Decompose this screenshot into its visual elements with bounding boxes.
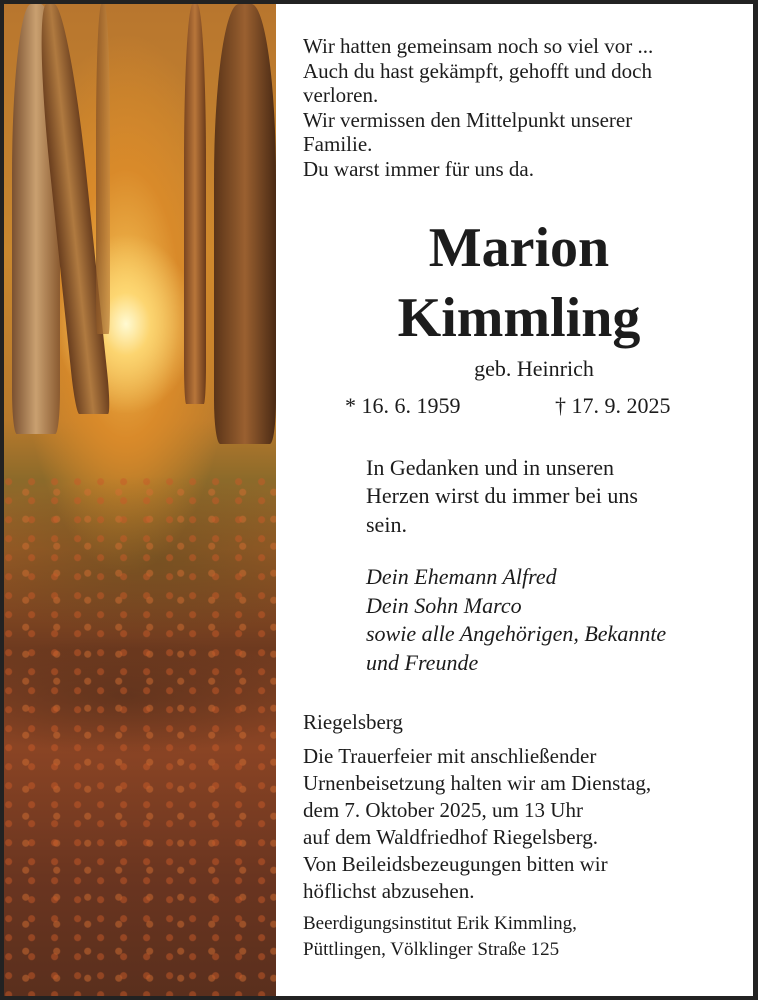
mourner-line: Dein Sohn Marco [366, 592, 522, 618]
mourners-list [366, 563, 666, 677]
thought-line: Herzen wirst du immer bei uns [366, 483, 638, 509]
info-line: dem 7. Oktober 2025, um 13 Uhr [303, 798, 583, 822]
thought-line: In Gedanken und in unseren [366, 455, 615, 480]
last-name: Kimmling [397, 287, 641, 349]
intro-line: Familie. [303, 132, 373, 157]
mourner-line: sowie alle Angehörigen, Bekannte [366, 621, 667, 647]
intro-verse [303, 34, 653, 182]
mourner-line: und Freunde [366, 649, 479, 675]
funeral-home-line: Püttlingen, Völklinger Straße 125 [303, 939, 560, 960]
thought-line: sein. [366, 511, 407, 537]
place: Riegelsberg [303, 710, 403, 734]
intro-line: Wir vermissen den Mittelpunkt unserer [303, 107, 633, 132]
funeral-home-line: Beerdigungsinstitut Erik Kimmling, [303, 913, 577, 934]
mourner-line: Dein Ehemann Alfred [366, 564, 557, 589]
info-line: Die Trauerfeier mit anschließender [303, 744, 597, 768]
maiden-name: geb. Heinrich [474, 356, 594, 381]
info-line: Urnenbeisetzung halten wir am Dienstag, [303, 771, 652, 795]
info-line: Von Beileidsbezeugungen bitten wir [303, 852, 608, 876]
intro-line: verloren. [303, 83, 379, 108]
birth-date: * 16. 6. 1959 [345, 393, 461, 418]
intro-line: Wir hatten gemeinsam noch so viel vor ... [303, 34, 654, 58]
first-name: Marion [428, 217, 610, 279]
death-date: † 17. 9. 2025 [555, 393, 671, 418]
intro-line: Auch du hast gekämpft, gehofft und doch [303, 58, 652, 83]
funeral-home [303, 911, 577, 963]
thought-verse [366, 454, 638, 539]
funeral-info [303, 743, 651, 905]
forest-path-photo [4, 4, 276, 996]
info-line: höflichst abzusehen. [303, 879, 475, 903]
info-line: auf dem Waldfriedhof Riegelsberg. [303, 825, 598, 849]
intro-line: Du warst immer für uns da. [303, 156, 534, 181]
